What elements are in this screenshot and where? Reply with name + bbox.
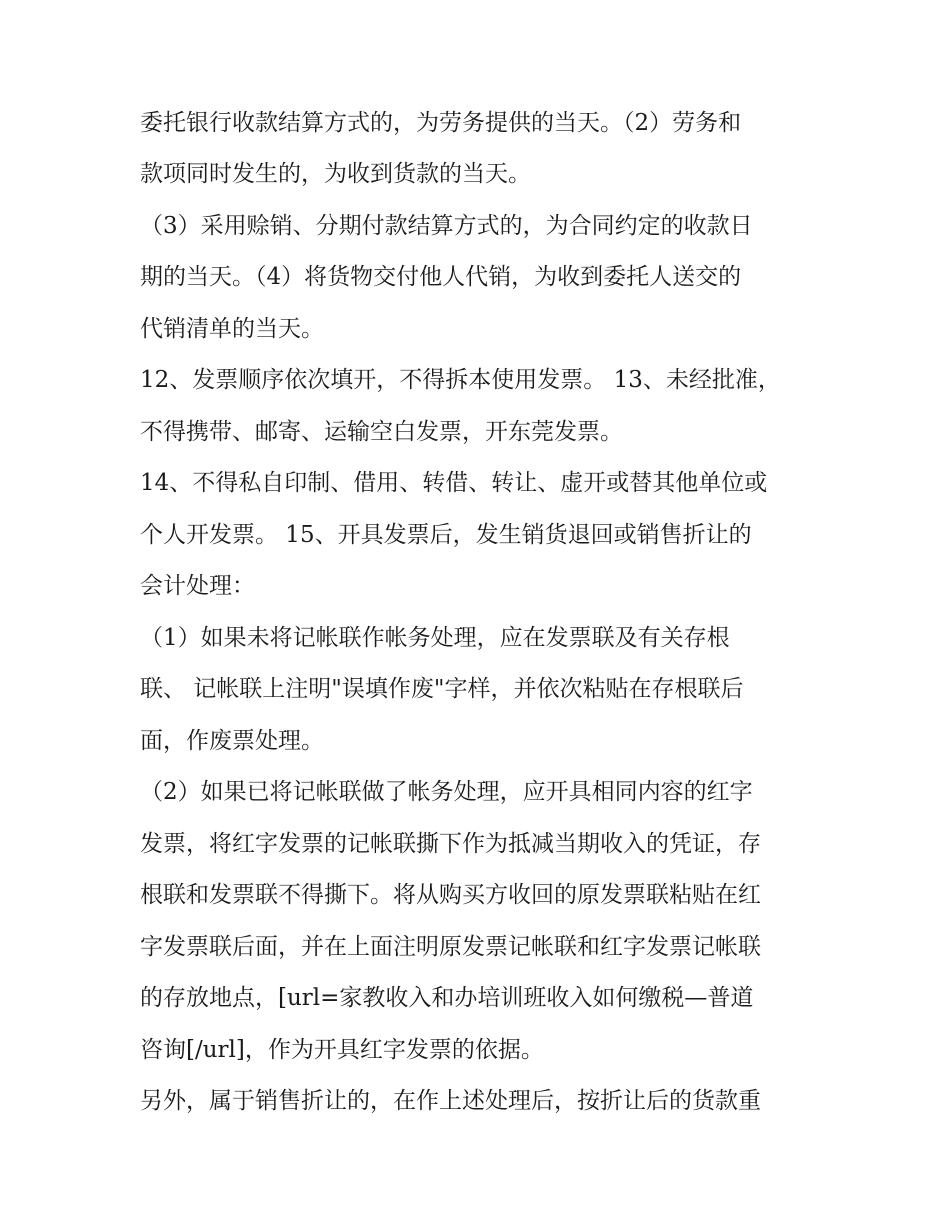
- text-line: 委托银行收款结算方式的，为劳务提供的当天。（2）劳务和: [140, 110, 742, 136]
- text-line: 咨询[/url]，作为开具红字发票的依据。: [140, 1037, 544, 1063]
- text-line: 另外，属于销售折让的，在作上述处理后，按折让后的货款重: [140, 1088, 761, 1114]
- text-line: 根联和发票联不得撕下。将从购买方收回的原发票联粘贴在红: [140, 882, 761, 908]
- text-line: 代销清单的当天。: [140, 316, 324, 342]
- text-line: 期的当天。（4）将货物交付他人代销，为收到委托人送交的: [140, 264, 742, 290]
- text-line: 字发票联后面，并在上面注明原发票记帐联和红字发票记帐联: [140, 934, 761, 960]
- text-line: （3）采用赊销、分期付款结算方式的，为合同约定的收款日: [140, 213, 753, 239]
- text-line: 联、 记帐联上注明"误填作废"字样，并依次粘贴在存根联后: [140, 676, 744, 702]
- text-line: 面，作废票处理。: [140, 728, 324, 754]
- text-line: （1）如果未将记帐联作帐务处理，应在发票联及有关存根: [140, 625, 730, 651]
- text-line: 款项同时发生的，为收到货款的当天。: [140, 161, 531, 187]
- text-line: （2）如果已将记帐联做了帐务处理，应开具相同内容的红字: [140, 779, 753, 805]
- text-line: 会计处理：: [140, 573, 255, 599]
- text-line: 发票，将红字发票的记帐联撕下作为抵减当期收入的凭证，存: [140, 831, 761, 857]
- text-line: 12、发票顺序依次填开，不得拆本使用发票。 13、未经批准，: [140, 367, 781, 393]
- text-line: 不得携带、邮寄、运输空白发票，开东莞发票。: [140, 419, 623, 445]
- text-line: 个人开发票。 15、开具发票后，发生销货退回或销售折让的: [140, 522, 752, 548]
- text-line: 的存放地点，[url=家教收入和办培训班收入如何缴税—普道: [140, 985, 754, 1011]
- text-line: 14、不得私自印制、借用、转借、转让、虚开或替其他单位或: [140, 470, 768, 496]
